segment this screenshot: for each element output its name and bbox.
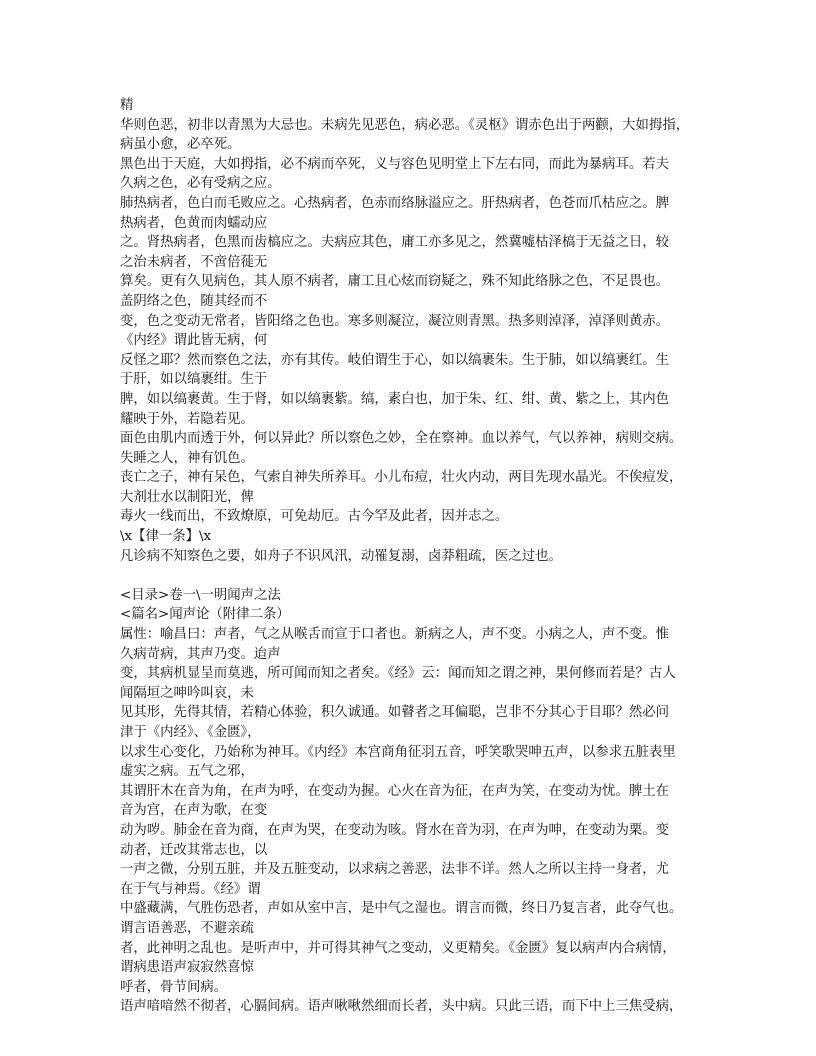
text-line: 其谓肝木在音为角，在声为呼，在变动为握。心火在音为征，在声为笑，在变动为忧。脾土在 [120, 783, 670, 799]
text-line: 脾，如以缟裹黄。生于肾，如以缟裹紫。缟，素白也，加于朱、红、绀、黄、紫之上，其内色 [120, 391, 670, 407]
text-line: 华则色恶，初非以青黑为大忌也。未病先见恶色，病必恶。《灵枢》谓赤色出于两颧，大如拇指， [120, 117, 690, 133]
text-line: 大剂壮水以制阳光，俾 [120, 489, 254, 505]
text-line: 毒火一线而出，不致燎原，可免劫厄。古今罕及此者，因并志之。 [120, 509, 509, 525]
text-line: 闻隔垣之呻吟叫哀，未 [120, 685, 254, 701]
text-line: 语声喑喑然不彻者，心膈间病。语声啾啾然细而长者，头中病。只此三语，而下中上三焦受病， [120, 999, 683, 1015]
text-line: 见其形，先得其情，若精心体验，积久诚通。如瞽者之耳偏聪，岂非不分其心于目耶？然必问 [120, 705, 670, 721]
text-line: 久病苛病，其声乃变。迨声 [120, 646, 281, 662]
text-line: 精 [120, 98, 134, 113]
text-line: 谓言语善恶，不避亲疏 [120, 920, 254, 936]
text-line: 丧亡之子，神有呆色，气索自神失所养耳。小儿布痘，壮火内动，两目先现水晶光。不俟痘发， [120, 470, 683, 486]
document-page [120, 96, 700, 1017]
text-line: 音为宫，在声为歌，在变 [120, 803, 268, 819]
text-line: 一声之微，分别五脏，并及五脏变动，以求病之善恶，法非不详。然人之所以主持一身者，尤 [120, 862, 670, 878]
text-line: 凡诊病不知察色之要，如舟子不识风汛，动罹复溺，卤莽粗疏，医之过也。 [120, 548, 562, 564]
text-line: 盖阴络之色，随其经而不 [120, 293, 268, 309]
text-line: 失睡之人，神有饥色。 [120, 450, 254, 466]
text-line: 者，此神明之乱也。是听声中，并可得其神气之变动，义更精矣。《金匮》复以病声内合病情， [120, 940, 676, 956]
text-line: 面色由肌内而透于外，何以异此？所以察色之妙，全在察神。血以养气，气以养神，病则交病。 [120, 431, 683, 447]
text-line: 之。肾热病者，色黑而齿槁应之。夫病应其色，庸工亦多见之，然冀嘘枯泽槁于无益之日，较 [120, 235, 670, 251]
text-line: 属性：喻昌曰：声者，气之从喉舌而宣于口者也。新病之人，声不变。小病之人，声不变。惟 [120, 627, 670, 643]
section-voice-diagnosis [120, 586, 700, 1017]
text-line: 久病之色，必有受病之应。 [120, 176, 281, 192]
text-line: 耀映于外，若隐若见。 [120, 411, 254, 427]
text-line: 动者，迁改其常志也，以 [120, 842, 268, 858]
text-line: 《内经》谓此皆无病，何 [120, 333, 268, 349]
text-line: 病虽小愈，必卒死。 [120, 137, 241, 153]
text-line: 变，色之变动无常者，皆阳络之色也。寒多则凝泣，凝泣则青黑。热多则淖泽，淖泽则黄赤。 [120, 313, 670, 329]
text-line: 反怪之耶？然而察色之法，亦有其传。岐伯谓生于心，如以缟裹朱。生于肺，如以缟裹红。生 [120, 352, 670, 368]
text-line: \x【律一条】\x [120, 529, 212, 545]
section-gap [120, 566, 700, 586]
text-line: 之治未病者，不啻倍蓰无 [120, 254, 268, 270]
text-line: 算矣。更有久见病色，其人原不病者，庸工且心炫而窃疑之，殊不知此络脉之色，不足畏也。 [120, 274, 670, 290]
text-line: 中盛藏满，气胜伤恐者，声如从室中言，是中气之湿也。谓言而微，终日乃复言者，此夺气也。 [120, 901, 683, 917]
text-line: 虚实之病。五气之邪， [120, 764, 254, 780]
text-line: <目录>卷一\一明闻声之法 [120, 587, 281, 603]
text-line: 以求生心变化，乃始称为神耳。《内经》本宫商角征羽五音，呼笑歌哭呻五声，以参求五脏表里 [120, 744, 676, 760]
section-color-diagnosis [120, 96, 700, 566]
text-line: 动为哕。肺金在音为商，在声为哭，在变动为咳。肾水在音为羽，在声为呻，在变动为栗。变 [120, 822, 670, 838]
text-line: 变，其病机显呈而莫逃，所可闻而知之者矣。《经》云：闻而知之谓之神，果何修而若是？古人 [120, 666, 676, 682]
text-line: 在于气与神焉。《经》谓 [120, 881, 261, 897]
text-line: 热病者，色黄而肉蠕动应 [120, 215, 268, 231]
text-line: 呼者，骨节间病。 [120, 979, 228, 995]
text-line: 黑色出于天庭，大如拇指，必不病而卒死，义与容色见明堂上下左右同，而此为暴病耳。若夫 [120, 156, 670, 172]
text-line: <篇名>闻声论（附律二条） [120, 607, 290, 623]
text-line: 谓病患语声寂寂然喜惊 [120, 960, 254, 976]
text-line: 于肝，如以缟裹绀。生于 [120, 372, 268, 388]
text-line: 肺热病者，色白而毛败应之。心热病者，色赤而络脉溢应之。肝热病者，色苍而爪枯应之。脾 [120, 195, 670, 211]
text-line: 津于《内经》、《金匮》， [120, 725, 261, 740]
